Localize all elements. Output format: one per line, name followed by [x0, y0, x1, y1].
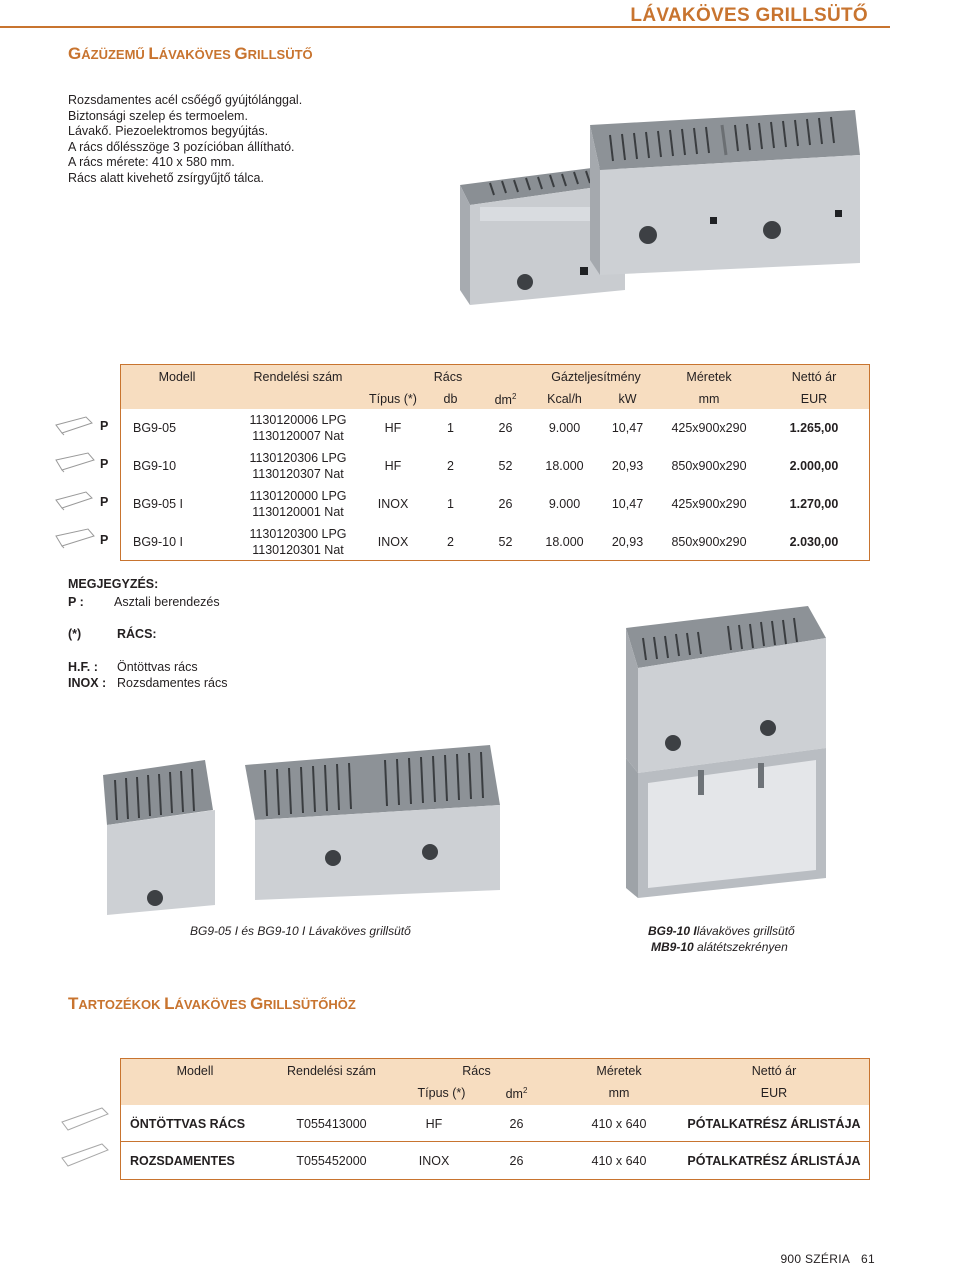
- subheader-type: Típus (*): [417, 1086, 466, 1100]
- row-order-nat: 1130120007 Nat: [252, 429, 344, 443]
- tabletop-unit-icon: [52, 413, 96, 437]
- row-kcal: 18.000: [545, 535, 584, 549]
- tabletop-marker: P: [100, 419, 109, 433]
- note-hf-value: Öntöttvas rács: [117, 660, 198, 674]
- subheader-kw: kW: [618, 392, 637, 406]
- tabletop-unit-icon: [52, 450, 96, 474]
- row-model: BG9-10 I: [133, 535, 184, 549]
- feature-item: Biztonsági szelep és termoelem.: [68, 108, 248, 123]
- col-header-gas: Gázteljesítmény: [551, 370, 641, 384]
- feature-item: A rács dőlésszöge 3 pozícióban állítható.: [68, 139, 295, 154]
- notes-title: MEGJEGYZÉS:: [68, 577, 159, 591]
- row-dims: 425x900x290: [671, 421, 747, 435]
- row-order-nat: 1130120301 Nat: [252, 543, 344, 557]
- table-row: [121, 485, 869, 523]
- row-model: ROZSDAMENTES: [130, 1154, 235, 1168]
- row-db: 1: [447, 421, 454, 435]
- row-type: INOX: [418, 1154, 450, 1168]
- row-kcal: 18.000: [545, 459, 584, 473]
- caption-left: BG9-05 I és BG9-10 I Lávaköves grillsütő: [190, 924, 411, 938]
- col-header-order: Rendelési szám: [253, 370, 343, 384]
- subheader-db: db: [443, 392, 458, 406]
- row-dm2: 52: [498, 459, 513, 473]
- feature-item: Rozsdamentes acél csőégő gyújtólánggal.: [68, 93, 303, 107]
- row-dm2: 52: [498, 535, 513, 549]
- row-price: 1.270,00: [789, 497, 839, 511]
- row-dm2: 26: [498, 497, 513, 511]
- row-order-lpg: 1130120306 LPG: [249, 451, 347, 465]
- tabletop-unit-icon: [52, 526, 96, 550]
- col-header-dims: Méretek: [596, 1064, 642, 1078]
- table-row: [121, 447, 869, 485]
- page-header-title: LÁVAKÖVES GRILLSÜTŐ: [630, 5, 868, 26]
- tabletop-marker: P: [100, 533, 109, 547]
- row-dims: 410 x 640: [591, 1117, 647, 1131]
- row-db: 2: [447, 459, 454, 473]
- row-dm2: 26: [498, 421, 513, 435]
- row-dm2: 26: [509, 1154, 524, 1168]
- col-header-price: Nettó ár: [791, 370, 837, 384]
- col-header-grid: Rács: [462, 1064, 491, 1078]
- note-star: (*): [68, 627, 82, 641]
- product-spec-table: [120, 364, 870, 561]
- row-order: T055413000: [296, 1117, 367, 1131]
- note-star-value: RÁCS:: [117, 627, 157, 641]
- subheader-dm2: $dm^2$: [494, 392, 517, 408]
- table-row: [121, 1142, 869, 1179]
- col-header-model: Modell: [158, 370, 196, 384]
- row-dm2: 26: [509, 1117, 524, 1131]
- subheader-eur: EUR: [800, 392, 828, 406]
- row-type: INOX: [377, 535, 409, 549]
- row-price: 2.030,00: [789, 535, 839, 549]
- row-price: 1.265,00: [789, 421, 839, 435]
- header-rule: [0, 26, 890, 28]
- row-dims: 410 x 640: [591, 1154, 647, 1168]
- row-kw: 20,93: [611, 459, 644, 473]
- row-model: BG9-10: [133, 459, 177, 473]
- row-model: BG9-05: [133, 421, 177, 435]
- feature-item: A rács mérete: 410 x 580 mm.: [68, 155, 235, 170]
- row-dims: 850x900x290: [671, 459, 747, 473]
- row-type: HF: [384, 421, 402, 435]
- feature-item: Rács alatt kivehető zsírgyűjtő tálca.: [68, 170, 264, 185]
- row-type: HF: [425, 1117, 443, 1131]
- subheader-eur: EUR: [760, 1086, 788, 1100]
- section-title-gas-grill: GÁZÜZEMŰ LÁVAKÖVES GRILLSÜTŐ: [68, 44, 313, 63]
- note-inox: INOX :: [68, 676, 107, 690]
- row-kw: 20,93: [611, 535, 644, 549]
- row-type: INOX: [377, 497, 409, 511]
- note-p: P :: [68, 595, 84, 609]
- accessory-grate-icon: [58, 1100, 112, 1170]
- subheader-type: Típus (*): [369, 392, 417, 406]
- tabletop-marker: P: [100, 457, 109, 471]
- subheader-kcal: Kcal/h: [547, 392, 582, 406]
- row-price: 2.000,00: [789, 459, 839, 473]
- row-order-nat: 1130120001 Nat: [252, 505, 344, 519]
- row-price: PÓTALKATRÉSZ ÁRLISTÁJA: [687, 1117, 861, 1131]
- note-hf: H.F. :: [68, 660, 98, 674]
- col-header-model: Modell: [176, 1064, 214, 1078]
- col-header-grid: Rács: [433, 370, 463, 384]
- row-order-lpg: 1130120000 LPG: [249, 489, 347, 503]
- footer-page-number: 61: [861, 1252, 875, 1266]
- subheader-mm: mm: [698, 392, 720, 406]
- col-header-dims: Méretek: [686, 370, 732, 384]
- col-header-order: Rendelési szám: [287, 1064, 376, 1078]
- table-row: [121, 409, 869, 447]
- footer-series: 900 SZÉRIA: [780, 1252, 851, 1266]
- row-db: 2: [447, 535, 454, 549]
- section-title-accessories: TARTOZÉKOK LÁVAKÖVES GRILLSÜTŐHÖZ: [68, 994, 356, 1013]
- product-photo-bg9-grills: [450, 95, 870, 305]
- row-price: PÓTALKATRÉSZ ÁRLISTÁJA: [687, 1154, 861, 1168]
- row-order: T055452000: [296, 1154, 367, 1168]
- row-db: 1: [447, 497, 454, 511]
- row-dims: 425x900x290: [671, 497, 747, 511]
- row-kw: 10,47: [611, 421, 644, 435]
- caption-right-line2: MB9-10 alátétszekrényen: [651, 940, 788, 954]
- row-kw: 10,47: [611, 497, 644, 511]
- feature-list: [68, 93, 302, 187]
- product-photo-bg9-05i-10i: [95, 740, 515, 920]
- tabletop-marker: P: [100, 495, 109, 509]
- row-kcal: 9.000: [548, 497, 581, 511]
- row-model: BG9-05 I: [133, 497, 184, 511]
- col-header-price: Nettó ár: [751, 1064, 797, 1078]
- table-row: [121, 1105, 869, 1142]
- row-dims: 850x900x290: [671, 535, 747, 549]
- caption-right-line1: BG9-10 Ilávaköves grillsütő: [648, 924, 795, 938]
- accessory-table: [120, 1058, 870, 1180]
- subheader-mm: mm: [608, 1086, 630, 1100]
- tabletop-unit-icon: [52, 488, 96, 512]
- note-p-value: Asztali berendezés: [114, 595, 220, 609]
- subheader-dm2: $dm^2$: [505, 1086, 528, 1102]
- note-inox-value: Rozsdamentes rács: [117, 676, 228, 690]
- row-order-lpg: 1130120006 LPG: [249, 413, 347, 427]
- product-photo-bg9-10i-cabinet: [598, 598, 838, 903]
- row-order-lpg: 1130120300 LPG: [249, 527, 347, 541]
- row-type: HF: [384, 459, 402, 473]
- table-row: [121, 523, 869, 561]
- row-order-nat: 1130120307 Nat: [252, 467, 344, 481]
- row-model: ÖNTÖTTVAS RÁCS: [130, 1117, 246, 1131]
- row-kcal: 9.000: [548, 421, 581, 435]
- feature-item: Lávakő. Piezoelektromos begyújtás.: [68, 124, 269, 139]
- page-footer: [780, 1252, 875, 1266]
